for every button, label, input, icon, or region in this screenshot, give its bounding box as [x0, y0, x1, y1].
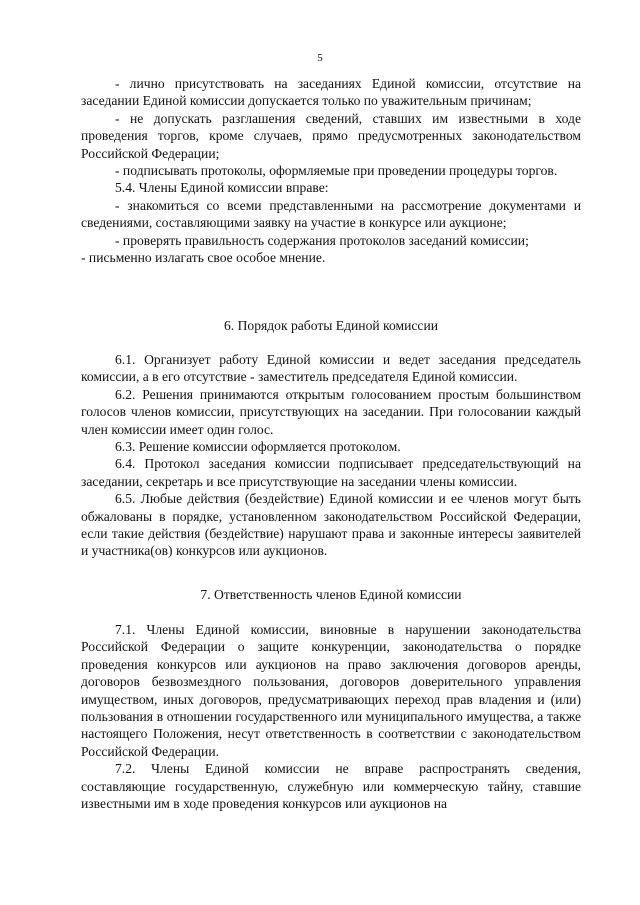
- list-item: - письменно излагать свое особое мнение.: [81, 250, 326, 266]
- section-5-continuation: [81, 75, 581, 266]
- list-item: - знакомиться со всеми представленными на рассмотрение документами и сведениями, составляющими заявку на участие в конкурсе или аукционе;: [81, 197, 581, 231]
- section-7-heading: 7. Ответственность членов Единой комиссии: [200, 587, 462, 602]
- paragraph: 7.1. Члены Единой комиссии, виновные в нарушении законодательства Российской Федерации о защите конкуренции, законодательства о порядке проведения конкурсов или аукционов на право заключения договоров аренды, договоров безвозмездного пользования, договоров доверительного управления имуществом, иных договоров, предусматривающих переход прав владения и (или) пользования в отношении государственного или муниципального имущества, а также настоящего Положения, несут ответственность в соответствии с законодательством Российской Федерации.: [81, 622, 581, 759]
- page-number: 5: [317, 52, 323, 64]
- list-item: - лично присутствовать на заседаниях Единой комиссии, отсутствие на заседании Единой комиссии допускается только по уважительным причинам;: [81, 76, 581, 109]
- list-item: - проверять правильность содержания протоколов заседаний комиссии;: [115, 232, 529, 248]
- paragraph: 6.3. Решение комиссии оформляется протоколом.: [115, 439, 401, 455]
- paragraph: 6.4. Протокол заседания комиссии подписывает председательствующий на заседании, секретарь и все присутствующие на заседании члены комиссии.: [81, 456, 581, 489]
- paragraph: 6.1. Организует работу Единой комиссии и ведет заседания председатель комиссии, а в его отсутствие - заместитель председателя Единой комиссии.: [81, 352, 581, 385]
- paragraph: 7.2. Члены Единой комиссии не вправе распространять сведения, составляющие государственную, служебную или коммерческую тайну, ставшие известными им в ходе проведения конкурсов или аукционов на: [81, 761, 581, 812]
- section-6-heading: 6. Порядок работы Единой комиссии: [224, 318, 438, 333]
- paragraph: 6.2. Решения принимаются открытым голосованием простым большинством голосов членов комиссии, присутствующих на заседании. При голосовании каждый член комиссии имеет один голос.: [81, 386, 581, 437]
- clause-title: 5.4. Члены Единой комиссии вправе:: [115, 180, 329, 196]
- list-item: - не допускать разглашения сведений, ставших им известными в ходе проведения торгов, кроме случаев, прямо предусмотренных законодательством Российской Федерации;: [81, 110, 581, 161]
- section-6-body: [81, 351, 581, 560]
- section-7-body: [81, 621, 581, 812]
- list-item: - подписывать протоколы, оформляемые при проведении процедуры торгов.: [115, 163, 558, 179]
- paragraph: 6.5. Любые действия (бездействие) Единой комиссии и ее членов могут быть обжалованы в порядке, установленном законодательством Российской Федерации, если такие действия (бездействие) нарушают права и законные интересы заявителей и участника(ов) конкурсов или аукционов.: [81, 491, 581, 559]
